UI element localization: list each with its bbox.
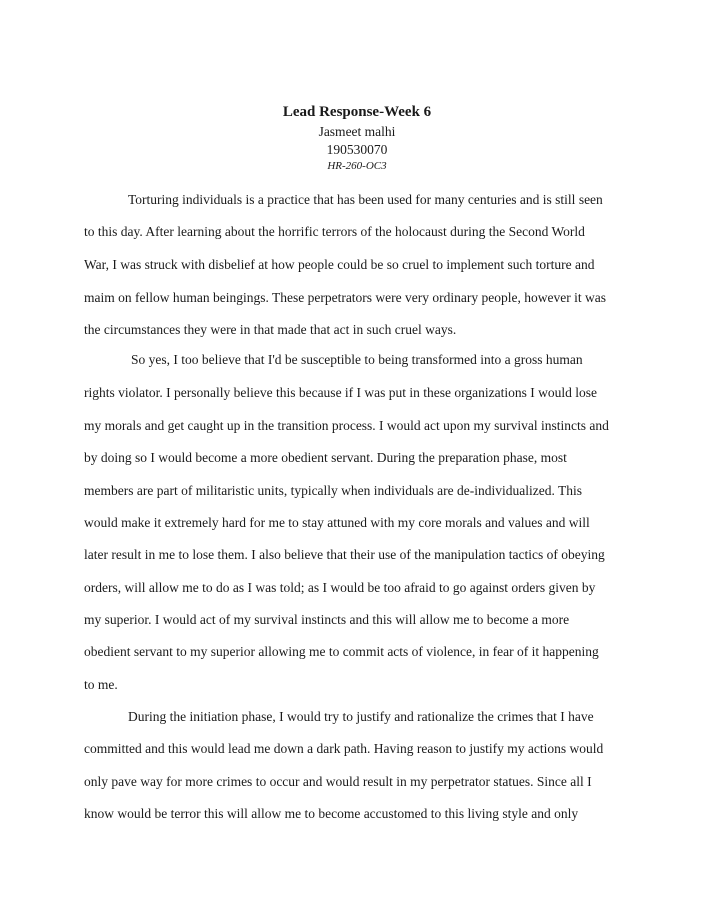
body-line: rights violator. I personally believe this because if I was put in these organizations I would lose — [84, 385, 598, 400]
document-title: Lead Response-Week 6 — [282, 104, 432, 120]
student-id: 190530070 — [326, 142, 388, 157]
body-line: to this day. After learning about the horrific terrors of the holocaust during the Second World — [84, 224, 585, 239]
body-line: members are part of militaristic units, typically when individuals are de-individualized. This — [84, 483, 582, 498]
body-line: my superior. I would act of my survival instincts and this will allow me to become a more — [84, 612, 570, 627]
body-line: maim on fellow human beingings. These perpetrators were very ordinary people, however it was — [84, 290, 606, 305]
body-line: later result in me to lose them. I also believe that their use of the manipulation tactics of obeying — [84, 547, 605, 562]
body-line: would make it extremely hard for me to stay attuned with my core morals and values and will — [84, 515, 590, 530]
body-line: committed and this would lead me down a dark path. Having reason to justify my actions would — [84, 741, 604, 756]
body-line: my morals and get caught up in the transition process. I would act upon my survival instincts and — [84, 418, 609, 433]
body-line: Torturing individuals is a practice that has been used for many centuries and is still seen — [128, 192, 603, 207]
body-line: War, I was struck with disbelief at how people could be so cruel to implement such torture and — [84, 257, 595, 272]
body-line: obedient servant to my superior allowing me to commit acts of violence, in fear of it happening — [84, 644, 599, 659]
course-code: HR-260-OC3 — [327, 160, 387, 172]
body-line: So yes, I too believe that I'd be susceptible to being transformed into a gross human — [131, 352, 583, 367]
body-line: only pave way for more crimes to occur and would result in my perpetrator statues. Since all I — [84, 774, 592, 789]
author-name: Jasmeet malhi — [318, 124, 396, 139]
body-line: orders, will allow me to do as I was told; as I would be too afraid to go against orders given by — [84, 580, 596, 595]
body-line: by doing so I would become a more obedient servant. During the preparation phase, most — [84, 450, 567, 465]
body-line: know would be terror this will allow me to become accustomed to this living style and only — [84, 806, 579, 821]
body-line: During the initiation phase, I would try to justify and rationalize the crimes that I have — [128, 709, 594, 724]
body-line: to me. — [84, 677, 118, 692]
body-line: the circumstances they were in that made that act in such cruel ways. — [84, 322, 457, 337]
